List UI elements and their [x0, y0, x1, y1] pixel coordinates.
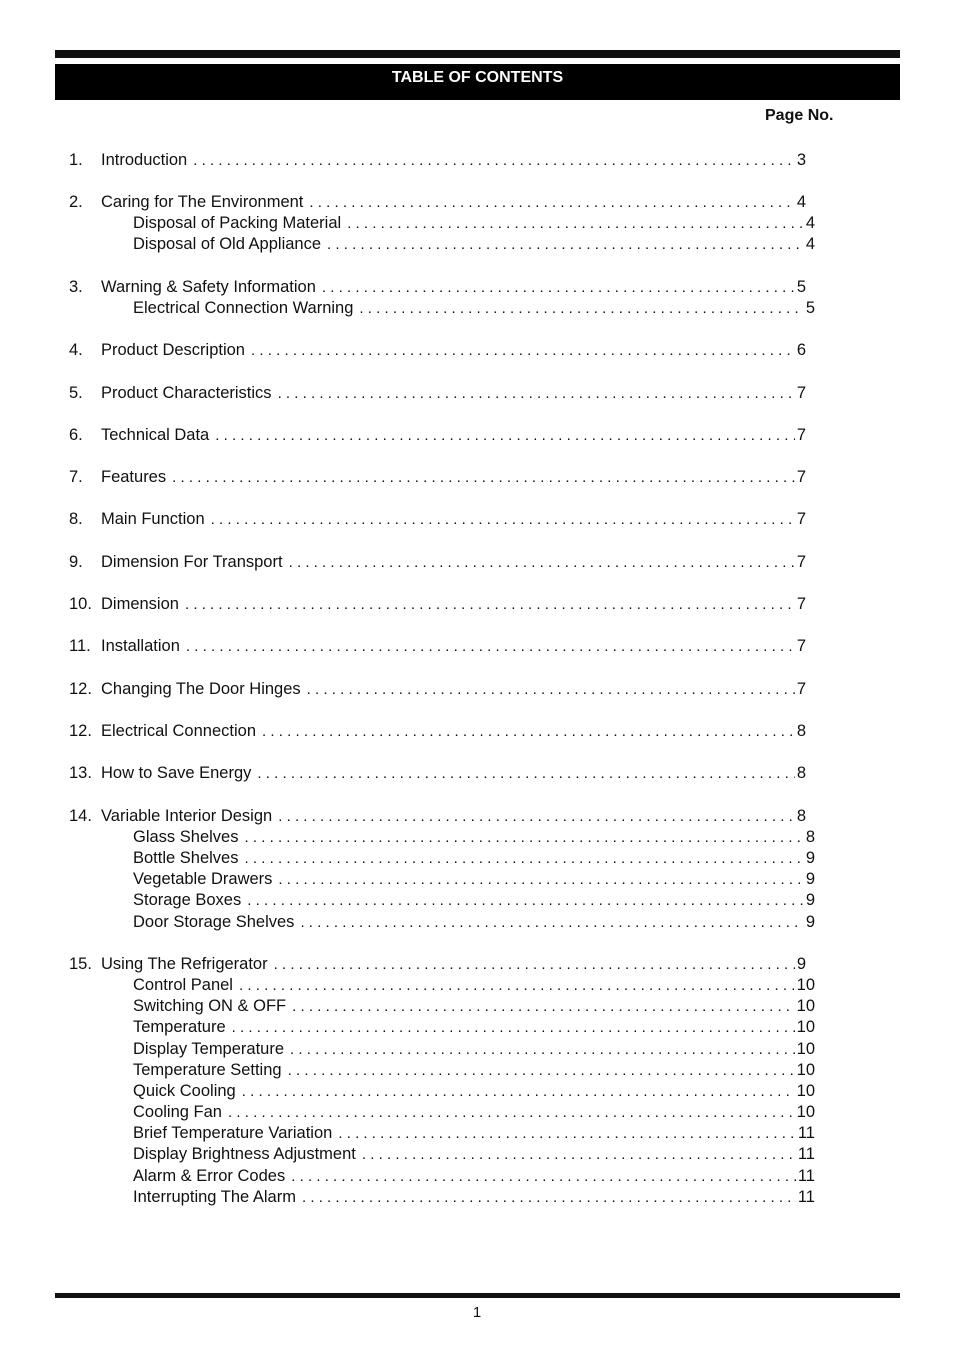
toc-entry-label: Control Panel: [133, 976, 233, 994]
toc-leader-dots: [290, 1040, 795, 1060]
toc-entry-page: 9: [805, 870, 815, 888]
toc-entry-page: 7: [796, 426, 806, 444]
toc-leader-dots: [262, 722, 795, 742]
toc-leader-dots: [288, 1061, 795, 1081]
toc-entry: [69, 150, 806, 170]
toc-leader-dots: [257, 764, 794, 784]
toc-entry-page: 11: [797, 1167, 815, 1185]
toc-entry-number: 9.: [69, 553, 83, 571]
toc-leader-dots: [244, 828, 803, 848]
toc-entry-page: 7: [796, 510, 806, 528]
toc-subentry: [133, 298, 815, 318]
toc-subentry: [133, 1081, 815, 1101]
toc-entry-label: Dimension: [101, 595, 179, 613]
toc-leader-dots: [185, 595, 795, 615]
toc-entry-page: 8: [796, 807, 806, 825]
toc-entry-number: 11.: [69, 637, 91, 655]
toc-leader-dots: [193, 151, 795, 171]
toc-entry-label: Glass Shelves: [133, 828, 239, 846]
toc-leader-dots: [215, 426, 795, 446]
toc-entry-label: Introduction: [101, 151, 188, 169]
toc-entry-number: 1.: [69, 151, 83, 169]
toc-entry-label: Vegetable Drawers: [133, 870, 273, 888]
toc-subentry: [133, 827, 815, 847]
toc-leader-dots: [172, 468, 795, 488]
toc-entry-page: 10: [796, 997, 815, 1015]
toc-leader-dots: [278, 870, 803, 890]
toc-entry-page: 7: [796, 637, 806, 655]
toc-entry-label: Storage Boxes: [133, 891, 242, 909]
toc-leader-dots: [300, 913, 803, 933]
toc-subentry: [133, 912, 815, 932]
toc-entry-label: Using The Refrigerator: [101, 955, 268, 973]
toc-entry: [69, 383, 806, 403]
toc-entry-label: Quick Cooling: [133, 1082, 236, 1100]
toc-leader-dots: [244, 849, 803, 869]
toc-entry-page: 7: [796, 468, 806, 486]
toc-entry-label: Variable Interior Design: [101, 807, 273, 825]
toc-entry: [69, 594, 806, 614]
toc-subentry: [133, 1102, 815, 1122]
toc-subentry: [133, 975, 815, 995]
toc-entry-number: 4.: [69, 341, 83, 359]
toc-entry-page: 6: [796, 341, 806, 359]
toc-leader-dots: [292, 997, 795, 1017]
toc-entry-number: 15.: [69, 955, 92, 973]
toc-subentry: [133, 996, 815, 1016]
toc-entry-label: Switching ON & OFF: [133, 997, 287, 1015]
toc-leader-dots: [251, 341, 795, 361]
toc-subentry: [133, 1166, 815, 1186]
toc-entry-number: 12.: [69, 722, 92, 740]
toc-leader-dots: [359, 299, 803, 319]
toc-subentry: [133, 1187, 815, 1207]
toc-leader-dots: [211, 510, 795, 530]
toc-entry-label: Display Brightness Adjustment: [133, 1145, 356, 1163]
page-number-column-header: Page No.: [765, 107, 834, 124]
toc-entry-label: Disposal of Old Appliance: [133, 235, 322, 253]
toc-leader-dots: [274, 955, 795, 975]
toc-entry-number: 5.: [69, 384, 83, 402]
toc-leader-dots: [302, 1188, 796, 1208]
toc-entry-label: Interrupting The Alarm: [133, 1188, 296, 1206]
toc-entry-label: Electrical Connection Warning: [133, 299, 354, 317]
toc-entry-page: 9: [796, 955, 806, 973]
toc-entry-page: 10: [796, 1103, 815, 1121]
toc-entry: [69, 721, 806, 741]
toc-entry-number: 12.: [69, 680, 92, 698]
toc-entry-label: Installation: [101, 637, 180, 655]
toc-entry-label: Product Characteristics: [101, 384, 272, 402]
toc-leader-dots: [278, 807, 795, 827]
toc-subentry: [133, 1039, 815, 1059]
toc-entry-page: 8: [796, 722, 806, 740]
toc-entry-page: 7: [796, 553, 806, 571]
toc-subentry: [133, 848, 815, 868]
toc-leader-dots: [322, 278, 795, 298]
toc-subentry: [133, 890, 815, 910]
toc-subentry: [133, 1060, 815, 1080]
toc-entry: [69, 467, 806, 487]
toc-entry-page: 10: [796, 1018, 815, 1036]
toc-leader-dots: [289, 553, 795, 573]
toc-entry-number: 10.: [69, 595, 92, 613]
toc-leader-dots: [338, 1124, 796, 1144]
toc-entry-page: 4: [805, 214, 815, 232]
toc-entry: [69, 340, 806, 360]
toc-entry: [69, 636, 806, 656]
toc-entry-number: 3.: [69, 278, 83, 296]
toc-entry-label: Main Function: [101, 510, 205, 528]
toc-entry-page: 10: [796, 1040, 815, 1058]
toc-entry-page: 7: [796, 680, 806, 698]
toc-subentry: [133, 234, 815, 254]
toc-subentry: [133, 869, 815, 889]
toc-entry-number: 8.: [69, 510, 83, 528]
toc-entry: [69, 679, 806, 699]
footer-page-number: 1: [472, 1304, 482, 1321]
toc-entry-label: Changing The Door Hinges: [101, 680, 301, 698]
toc-entry-label: Display Temperature: [133, 1040, 285, 1058]
toc-entry-number: 6.: [69, 426, 83, 444]
toc-leader-dots: [186, 637, 795, 657]
toc-entry-label: Alarm & Error Codes: [133, 1167, 286, 1185]
toc-leader-dots: [327, 235, 804, 255]
toc-entry: [69, 806, 806, 826]
toc-entry-page: 8: [796, 764, 806, 782]
toc-entry-page: 10: [796, 1061, 815, 1079]
toc-entry-page: 4: [796, 193, 806, 211]
toc-subentry: [133, 1144, 815, 1164]
toc-leader-dots: [347, 214, 804, 234]
toc-entry-page: 5: [805, 299, 815, 317]
toc-subentry: [133, 213, 815, 233]
toc-entry: [69, 277, 806, 297]
toc-leader-dots: [239, 976, 795, 996]
toc-entry-page: 9: [805, 891, 815, 909]
toc-leader-dots: [228, 1103, 795, 1123]
toc-entry-page: 4: [805, 235, 815, 253]
toc-entry-label: Door Storage Shelves: [133, 913, 295, 931]
toc-entry-label: Temperature: [133, 1018, 226, 1036]
toc-entry-label: Cooling Fan: [133, 1103, 222, 1121]
toc-leader-dots: [232, 1018, 795, 1038]
toc-entry-number: 7.: [69, 468, 83, 486]
toc-entry-label: Electrical Connection: [101, 722, 256, 740]
toc-entry-page: 10: [796, 1082, 815, 1100]
toc-entry-label: How to Save Energy: [101, 764, 252, 782]
toc-entry-page: 9: [805, 849, 815, 867]
toc-entry-page: 9: [805, 913, 815, 931]
toc-entry-label: Caring for The Environment: [101, 193, 304, 211]
toc-leader-dots: [291, 1167, 796, 1187]
toc-entry-page: 3: [796, 151, 806, 169]
toc-entry: [69, 192, 806, 212]
toc-leader-dots: [247, 891, 804, 911]
toc-entry: [69, 763, 806, 783]
toc-entry-label: Warning & Safety Information: [101, 278, 316, 296]
toc-entry-page: 7: [796, 384, 806, 402]
toc-entry-label: Disposal of Packing Material: [133, 214, 342, 232]
toc-leader-dots: [309, 193, 794, 213]
toc-entry-label: Dimension For Transport: [101, 553, 283, 571]
toc-entry-label: Brief Temperature Variation: [133, 1124, 333, 1142]
toc-entry: [69, 425, 806, 445]
toc-subentry: [133, 1017, 815, 1037]
toc-entry: [69, 552, 806, 572]
toc-subentry: [133, 1123, 815, 1143]
page-title: TABLE OF CONTENTS: [55, 64, 900, 100]
toc-entry-number: 14.: [69, 807, 92, 825]
toc-leader-dots: [307, 680, 795, 700]
toc-entry-page: 5: [796, 278, 806, 296]
toc-entry-page: 10: [796, 976, 815, 994]
toc-entry-label: Product Description: [101, 341, 245, 359]
toc-entry-page: 11: [797, 1124, 815, 1142]
toc-entry-page: 11: [797, 1145, 815, 1163]
bottom-rule: [55, 1293, 900, 1298]
toc-leader-dots: [242, 1082, 795, 1102]
top-rule: [55, 50, 900, 58]
toc-entry-label: Features: [101, 468, 167, 486]
toc-entry: [69, 509, 806, 529]
toc-entry: [69, 954, 806, 974]
toc-entry-page: 7: [796, 595, 806, 613]
toc-leader-dots: [362, 1145, 796, 1165]
toc-entry-page: 8: [805, 828, 815, 846]
toc-entry-label: Bottle Shelves: [133, 849, 239, 867]
toc-entry-number: 13.: [69, 764, 92, 782]
toc-entry-label: Technical Data: [101, 426, 210, 444]
toc-leader-dots: [278, 384, 795, 404]
toc-entry-label: Temperature Setting: [133, 1061, 282, 1079]
toc-entry-page: 11: [797, 1188, 815, 1206]
toc-entry-number: 2.: [69, 193, 83, 211]
